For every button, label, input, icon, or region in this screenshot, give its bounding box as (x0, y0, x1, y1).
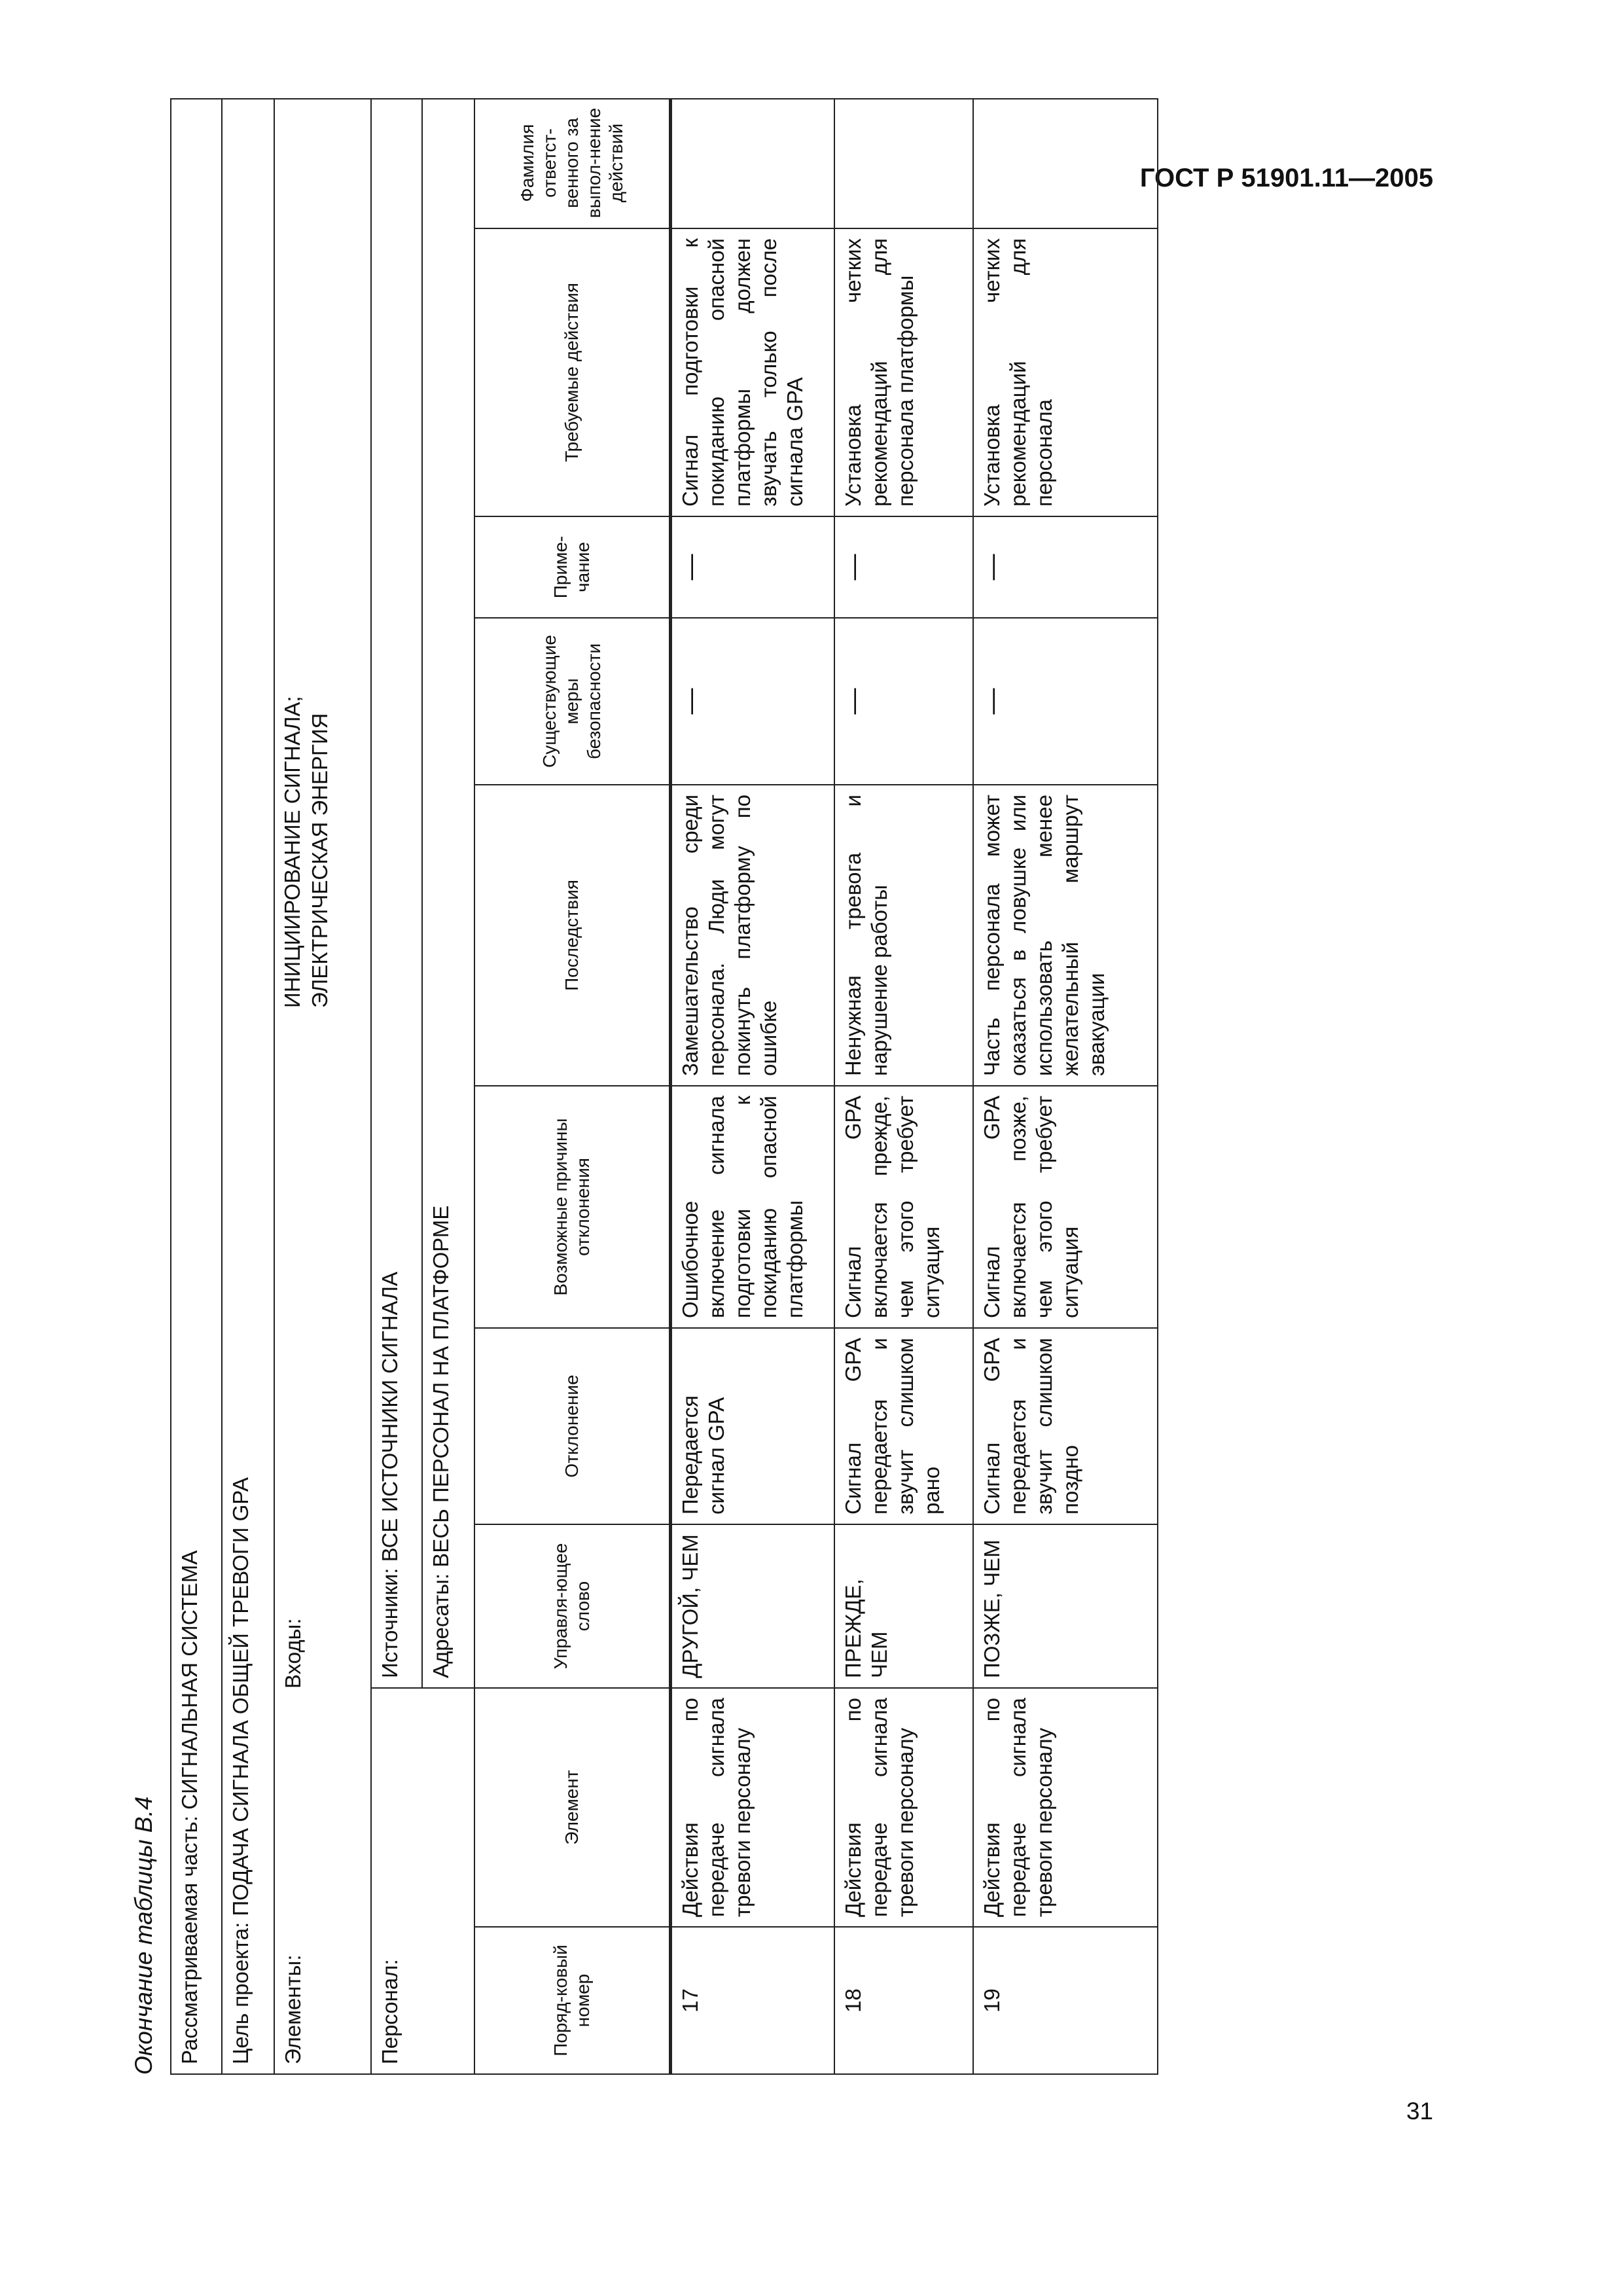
row-19-consequences: Часть персонала может оказаться в ловушке или использовать менее желательный маршрут эвакуации (972, 785, 1158, 1086)
page-number: 31 (1406, 2098, 1433, 2125)
row-18-guide-word: ПРЕЖДЕ, ЧЕМ (834, 1525, 972, 1689)
row-18-causes: Сигнал GPA включается прежде, чем этого требует ситуация (834, 1086, 972, 1329)
row-19-note-dash: — (978, 554, 1007, 581)
col-header-note: Приме-чание (474, 517, 669, 619)
inputs-value (279, 696, 334, 1008)
table-caption: Окончание таблицы В.4 (130, 1796, 157, 2075)
col-header-number: Поряд-ковый номер (474, 1928, 669, 2075)
row-19-element: Действия по передаче сигнала тревоги персоналу (972, 1689, 1158, 1928)
row-18-measures (834, 619, 972, 785)
goal-label: Цель проекта: (228, 1922, 253, 2064)
personnel-label-cell (370, 1689, 474, 2075)
row-17-responsible (669, 98, 834, 229)
row-19-note (972, 517, 1158, 619)
personnel-label: Персонал: (378, 1959, 402, 2064)
row-18-deviation: Сигнал GPA передается и звучит слишком рано (834, 1329, 972, 1525)
col-header-measures: Существующие меры безопасности (474, 619, 669, 785)
row-17-number: 17 (669, 1928, 834, 2075)
row-17-measures (669, 619, 834, 785)
col-header-responsible: Фамилия ответст-венного за выпол-нение действий (474, 98, 669, 229)
addressees-row (421, 98, 474, 1689)
row-18-number: 18 (834, 1928, 972, 2075)
rotated-table-block (124, 98, 1158, 2075)
inputs-value-line-2: ЭЛЕКТРИЧЕСКАЯ ЭНЕРГИЯ (308, 713, 332, 1008)
row-19-measures-dash: — (978, 688, 1007, 715)
addressees-value: ВЕСЬ ПЕРСОНАЛ НА ПЛАТФОРМЕ (429, 1205, 453, 1568)
hazop-table (170, 98, 1158, 2075)
inputs-label: Входы: (281, 1618, 305, 1689)
row-17-note (669, 517, 834, 619)
col-header-deviation: Отклонение (474, 1329, 669, 1525)
sources-label: Источники: (378, 1568, 402, 1678)
row-19-causes: Сигнал GPA включается позже, чем этого требует ситуация (972, 1086, 1158, 1329)
row-19-number: 19 (972, 1928, 1158, 2075)
addressees-label: Адресаты: (429, 1573, 453, 1678)
document-code: ГОСТ Р 51901.11—2005 (1139, 164, 1433, 192)
row-17-deviation: Передается сигнал GPA (669, 1329, 834, 1525)
row-18-consequences: Ненужная тревога и нарушение работы (834, 785, 972, 1086)
row-17-guide-word: ДРУГОЙ, ЧЕМ (669, 1525, 834, 1689)
elements-label-cell (274, 1689, 370, 2075)
elements-label: Элементы: (281, 1954, 305, 2064)
row-19-guide-word: ПОЗЖЕ, ЧЕМ (972, 1525, 1158, 1689)
sources-value: ВСЕ ИСТОЧНИКИ СИГНАЛА (378, 1272, 402, 1562)
row-18-element: Действия по передаче сигнала тревоги персоналу (834, 1689, 972, 1928)
row-18-actions: Установка четких рекомендаций для персонала платформы (834, 229, 972, 517)
info-part-row (170, 98, 221, 2075)
row-17-note-dash: — (676, 554, 705, 581)
goal-value: ПОДАЧА СИГНАЛА ОБЩЕЙ ТРЕВОГИ GPA (228, 1477, 253, 1916)
row-17-measures-dash: — (676, 688, 705, 715)
row-18-note (834, 517, 972, 619)
col-header-guide-word: Управля-ющее слово (474, 1525, 669, 1689)
row-19-actions: Установка четких рекомендаций для персонала (972, 229, 1158, 517)
row-19-responsible (972, 98, 1158, 229)
inputs-cell (274, 98, 370, 1689)
part-label: Рассматриваемая часть: (177, 1816, 202, 2064)
row-19-deviation: Сигнал GPA передается и звучит слишком поздно (972, 1329, 1158, 1525)
info-goal-row (221, 98, 274, 2075)
row-17-consequences: Замешательство среди персонала. Люди могут покинуть платформу по ошибке (669, 785, 834, 1086)
part-value: СИГНАЛЬНАЯ СИСТЕМА (177, 1550, 202, 1810)
col-header-causes: Возможные причины отклонения (474, 1086, 669, 1329)
col-header-element: Элемент (474, 1689, 669, 1928)
row-18-measures-dash: — (839, 688, 868, 715)
sources-row (370, 98, 421, 1689)
row-17-actions: Сигнал подготовки к покиданию опасной платформы должен звучать только после сигнала GPA (669, 229, 834, 517)
row-18-responsible (834, 98, 972, 229)
row-18-note-dash: — (839, 554, 868, 581)
inputs-value-line-1: ИНИЦИИРОВАНИЕ СИГНАЛА; (280, 696, 304, 1008)
col-header-consequences: Последствия (474, 785, 669, 1086)
row-17-causes: Ошибочное включение сигнала подготовки к покиданию опасной платформы (669, 1086, 834, 1329)
row-19-measures (972, 619, 1158, 785)
col-header-actions: Требуемые действия (474, 229, 669, 517)
row-17-element: Действия по передаче сигнала тревоги персоналу (669, 1689, 834, 1928)
